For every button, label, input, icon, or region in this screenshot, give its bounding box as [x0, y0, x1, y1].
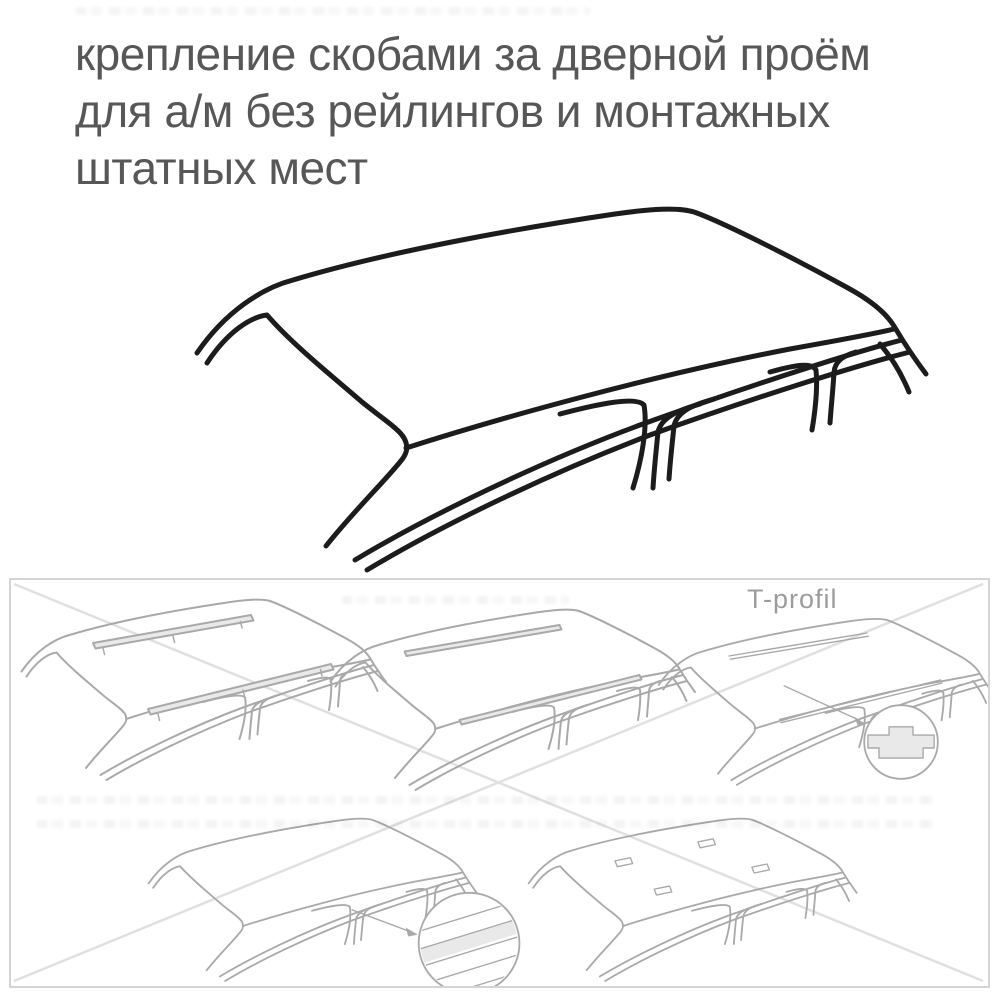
mounting-types-illustrations [11, 580, 988, 986]
t-profil-label: T-profil [747, 584, 838, 614]
illustration-flush-railings [331, 610, 696, 790]
title-line: крепление скобами за дверной проём [75, 28, 871, 80]
blurred-watermark-text-row [36, 820, 936, 828]
illustration-fixed-points [529, 819, 857, 981]
title-line: для а/м без рейлингов и монтажных [75, 85, 830, 137]
mounting-types-panel [9, 578, 990, 988]
blurred-watermark-text-row [75, 7, 590, 15]
blurred-watermark-text-row [341, 596, 571, 604]
illustration-t-profile [659, 619, 988, 785]
title-line: штатных мест [75, 142, 368, 194]
car-roof-clamp-drawing [0, 190, 1000, 580]
illustration-raised-railings [22, 600, 387, 780]
product-title [75, 26, 870, 197]
blurred-watermark-text-row [36, 796, 936, 804]
